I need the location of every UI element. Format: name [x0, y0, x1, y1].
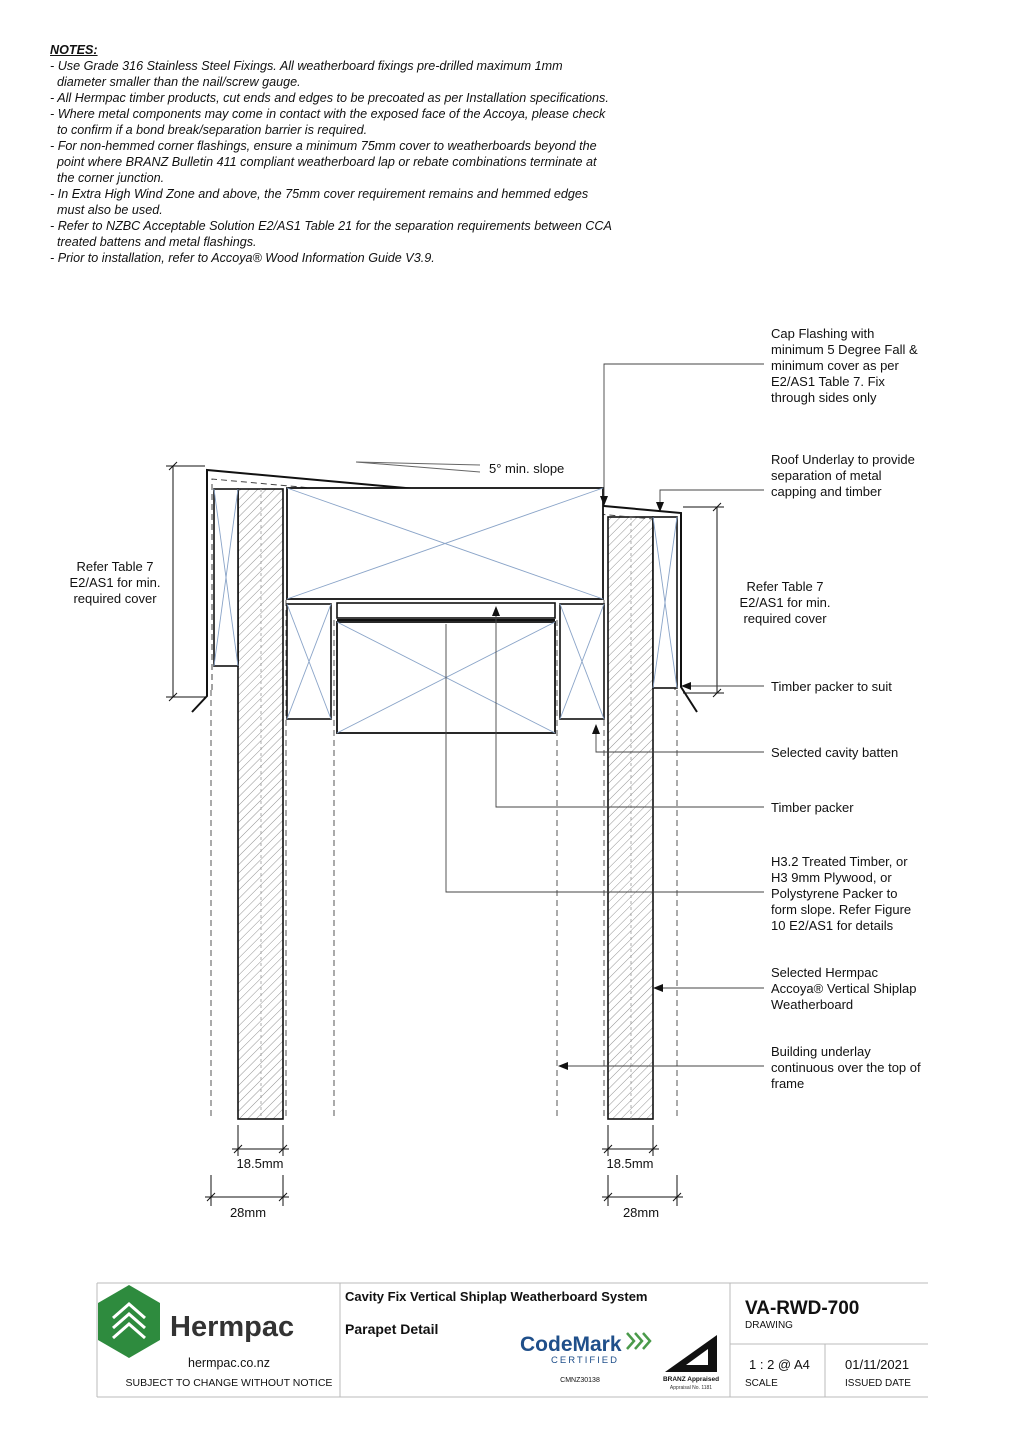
note-line: - Where metal components may come in contact with the exposed face of the Accoya, please check: [50, 107, 606, 121]
left-weatherboard: [238, 489, 283, 1119]
h32-line2: H3 9mm Plywood, or: [771, 870, 892, 885]
note-line: the corner junction.: [50, 171, 165, 185]
codemark-logo: CodeMark: [520, 1333, 622, 1356]
roof-underlay-line1: Roof Underlay to provide: [771, 452, 915, 467]
issued-date: 01/11/2021: [845, 1357, 910, 1372]
refer-left-line3: required cover: [73, 591, 157, 606]
note-line: - Prior to installation, refer to Accoya® Wood Information Guide V3.9.: [50, 251, 435, 265]
refer-left-line2: E2/AS1 for min.: [69, 575, 161, 590]
scale-value: 1 : 2 @ A4: [749, 1357, 810, 1372]
cap-flashing-line3: minimum cover as per: [771, 358, 899, 373]
roof-underlay-line2: separation of metal: [771, 468, 882, 483]
website: hermpac.co.nz: [188, 1356, 270, 1370]
cap-flashing-line4: E2/AS1 Table 7. Fix: [771, 374, 885, 389]
system-title: Cavity Fix Vertical Shiplap Weatherboard System: [345, 1289, 648, 1304]
hermpac-logo-icon: [98, 1285, 160, 1358]
detail-title: Parapet Detail: [345, 1321, 439, 1337]
h32-line4: form slope. Refer Figure: [771, 902, 912, 917]
left-outer-batten: [214, 489, 238, 666]
cap-flashing-line5: through sides only: [771, 390, 877, 405]
branz-logo-icon: [665, 1335, 717, 1372]
timber-packer-strip: [337, 603, 555, 618]
branz-number: Appraisal No. 1181: [669, 1385, 713, 1391]
weatherboard-line3: Weatherboard: [771, 997, 854, 1012]
drawing-number: VA-RWD-700: [745, 1298, 860, 1319]
top-timber-block: [287, 488, 603, 599]
note-line: - In Extra High Wind Zone and above, the 75mm cover requirement remains and hemmed edges: [50, 187, 589, 201]
roof-underlay-line3: capping and timber: [771, 484, 882, 499]
cap-flashing-line2: minimum 5 Degree Fall &: [771, 342, 918, 357]
dim-right-outer: 28mm: [622, 1205, 660, 1220]
right-cover-dimension: [683, 503, 724, 697]
dim-left-outer: 28mm: [229, 1205, 267, 1220]
refer-right-line1: Refer Table 7: [746, 579, 824, 594]
cap-flashing-line1: Cap Flashing with: [771, 326, 875, 341]
codemark-certified: CERTIFIED: [551, 1355, 619, 1366]
note-line: treated battens and metal flashings.: [50, 235, 257, 249]
hermpac-wordmark: Hermpac: [170, 1311, 295, 1343]
left-cover-dimension: [166, 462, 205, 701]
note-line: to confirm if a bond break/separation barrier is required.: [50, 123, 368, 137]
note-line: point where BRANZ Bulletin 411 compliant weatherboard lap or rebate combinations terminate at: [50, 155, 597, 169]
h32-line3: Polystyrene Packer to: [771, 886, 898, 901]
note-line: must also be used.: [50, 203, 163, 217]
right-cavity-batten: [560, 604, 604, 719]
note-line: - Refer to NZBC Acceptable Solution E2/AS1 Table 21 for the separation requirements between CCA: [50, 219, 612, 233]
weatherboard-line2: Accoya® Vertical Shiplap: [771, 981, 917, 996]
notice: SUBJECT TO CHANGE WITHOUT NOTICE: [125, 1377, 333, 1389]
refer-left-line1: Refer Table 7: [76, 559, 154, 574]
dim-left-inner: 18.5mm: [236, 1156, 284, 1171]
codemark-chevrons-icon: [627, 1333, 650, 1349]
right-outer-batten: [653, 517, 677, 688]
building-underlay-line3: frame: [771, 1076, 805, 1091]
note-line: diameter smaller than the nail/screw gauge.: [50, 75, 301, 89]
codemark-number: CMNZ30138: [560, 1377, 600, 1384]
note-line: - All Hermpac timber products, cut ends and edges to be precoated as per Installation specifications.: [50, 91, 609, 105]
note-line: - For non-hemmed corner flashings, ensure a minimum 75mm cover to weatherboards beyond the: [50, 139, 597, 153]
weatherboard-line1: Selected Hermpac: [771, 965, 878, 980]
notes-title: NOTES:: [50, 43, 98, 57]
timber-packer-suit-label: Timber packer to suit: [771, 679, 892, 694]
h32-line1: H3.2 Treated Timber, or: [771, 854, 908, 869]
cavity-batten-label: Selected cavity batten: [771, 745, 899, 760]
timber-packer-label: Timber packer: [771, 800, 854, 815]
refer-right-line2: E2/AS1 for min.: [739, 595, 831, 610]
branz-label: BRANZ Appraised: [662, 1376, 720, 1383]
slope-label: 5° min. slope: [489, 461, 565, 476]
drawing-label: DRAWING: [745, 1320, 793, 1331]
issued-date-label: ISSUED DATE: [845, 1378, 911, 1389]
h32-line5: 10 E2/AS1 for details: [771, 918, 894, 933]
slope-indicator: [356, 462, 480, 472]
building-underlay-line2: continuous over the top of: [771, 1060, 921, 1075]
dim-right-inner: 18.5mm: [606, 1156, 654, 1171]
building-underlay-line1: Building underlay: [771, 1044, 871, 1059]
right-weatherboard: [608, 517, 653, 1119]
refer-right-line3: required cover: [743, 611, 827, 626]
scale-label: SCALE: [745, 1378, 778, 1389]
left-cavity-batten: [287, 604, 331, 719]
note-line: - Use Grade 316 Stainless Steel Fixings. All weatherboard fixings pre-drilled maximum 1mm: [50, 59, 563, 73]
